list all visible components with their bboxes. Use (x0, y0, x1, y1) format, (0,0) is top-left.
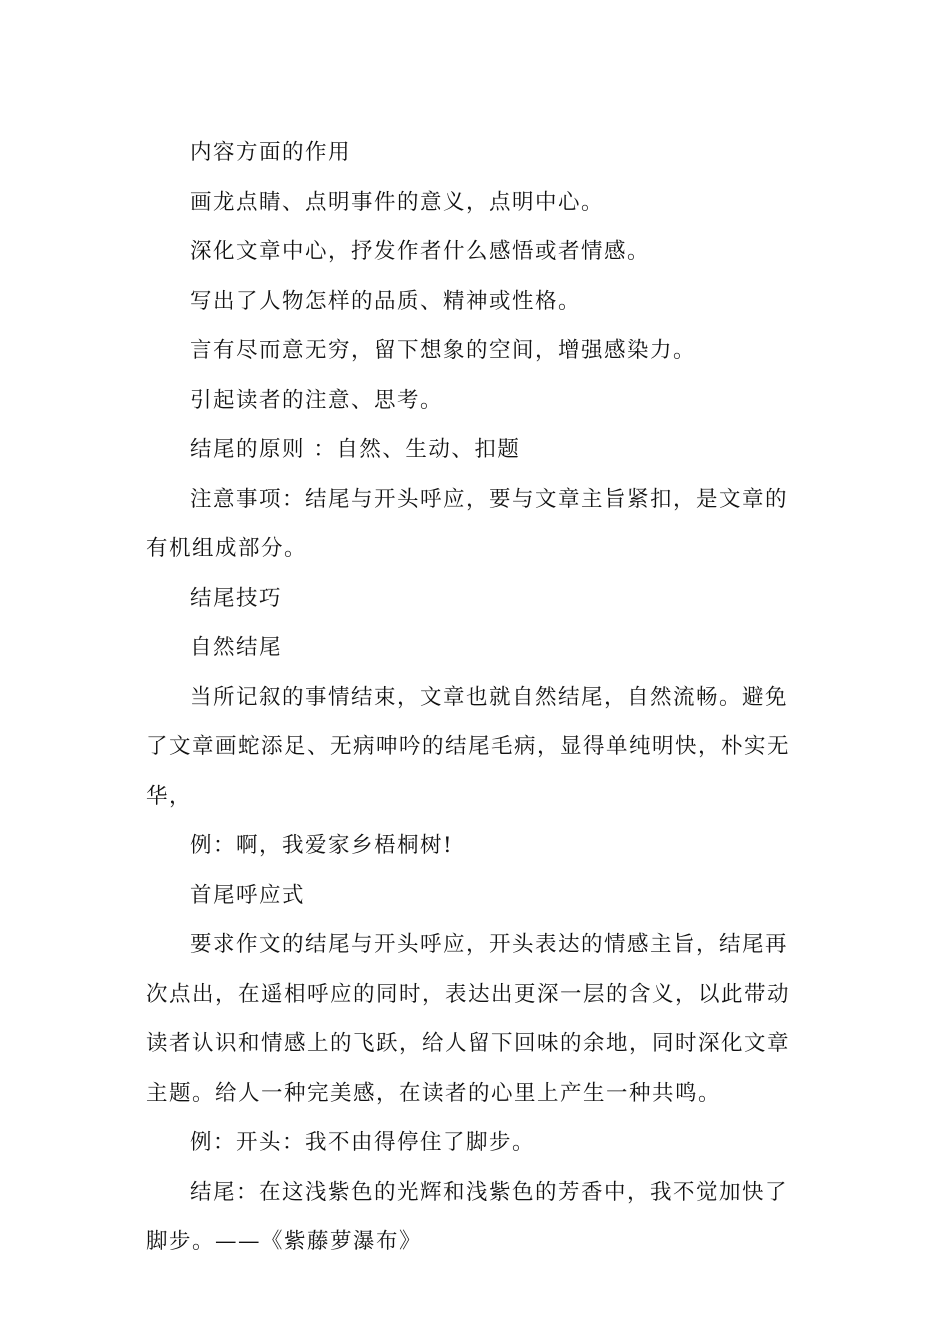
paragraph-character-quality: 写出了人物怎样的品质、精神或性格。 (190, 288, 582, 314)
paragraph-deepen-center: 深化文章中心，抒发作者什么感悟或者情感。 (190, 239, 651, 264)
paragraph-ending-principle: 结尾的原则 ：自然、生动、扣题 (190, 437, 521, 462)
paragraph-heading-echo: 首尾呼应式 (190, 882, 306, 908)
paragraph-echo-desc: 要求作文的结尾与开头呼应，开头表达的情感主旨，结尾再次点出，在遥相呼应的同时，表达出更深一层的含义，以此带动读者认识和情感上的飞跃，给人留下回味的余地，同时深化文章主题。给人一种完美感，在读者的心里上产生一种共鸣。 (146, 932, 791, 1106)
paragraph-heading-content-role: 内容方面的作用 (190, 140, 352, 165)
paragraph-notes: 注意事项：结尾与开头呼应，要与文章主旨紧扣，是文章的有机组成部分。 (146, 486, 789, 561)
paragraph-natural-ending-desc: 当所记叙的事情结束，文章也就自然结尾，自然流畅。避免了文章画蛇添足、无病呻吟的结尾毛病，显得单纯明快，朴实无华， (146, 684, 791, 809)
paragraph-example-ending: 结尾：在这浅紫色的光辉和浅紫色的芳香中，我不觉加快了脚步。——《紫藤萝瀑布》 (146, 1179, 789, 1254)
paragraph-lingering-meaning: 言有尽而意无穷，留下想象的空间，增强感染力。 (190, 338, 697, 363)
document-body (146, 128, 810, 1267)
paragraph-reader-attention: 引起读者的注意、思考。 (190, 387, 444, 413)
paragraph-point-highlight: 画龙点睛、点明事件的意义，点明中心。 (190, 189, 605, 215)
paragraph-example-1: 例：啊，我爱家乡梧桐树! (190, 833, 454, 858)
paragraph-heading-ending-skills: 结尾技巧 (190, 585, 283, 611)
paragraph-example-opening: 例：开头：我不由得停住了脚步。 (190, 1130, 536, 1155)
paragraph-heading-natural-ending: 自然结尾 (190, 635, 283, 660)
